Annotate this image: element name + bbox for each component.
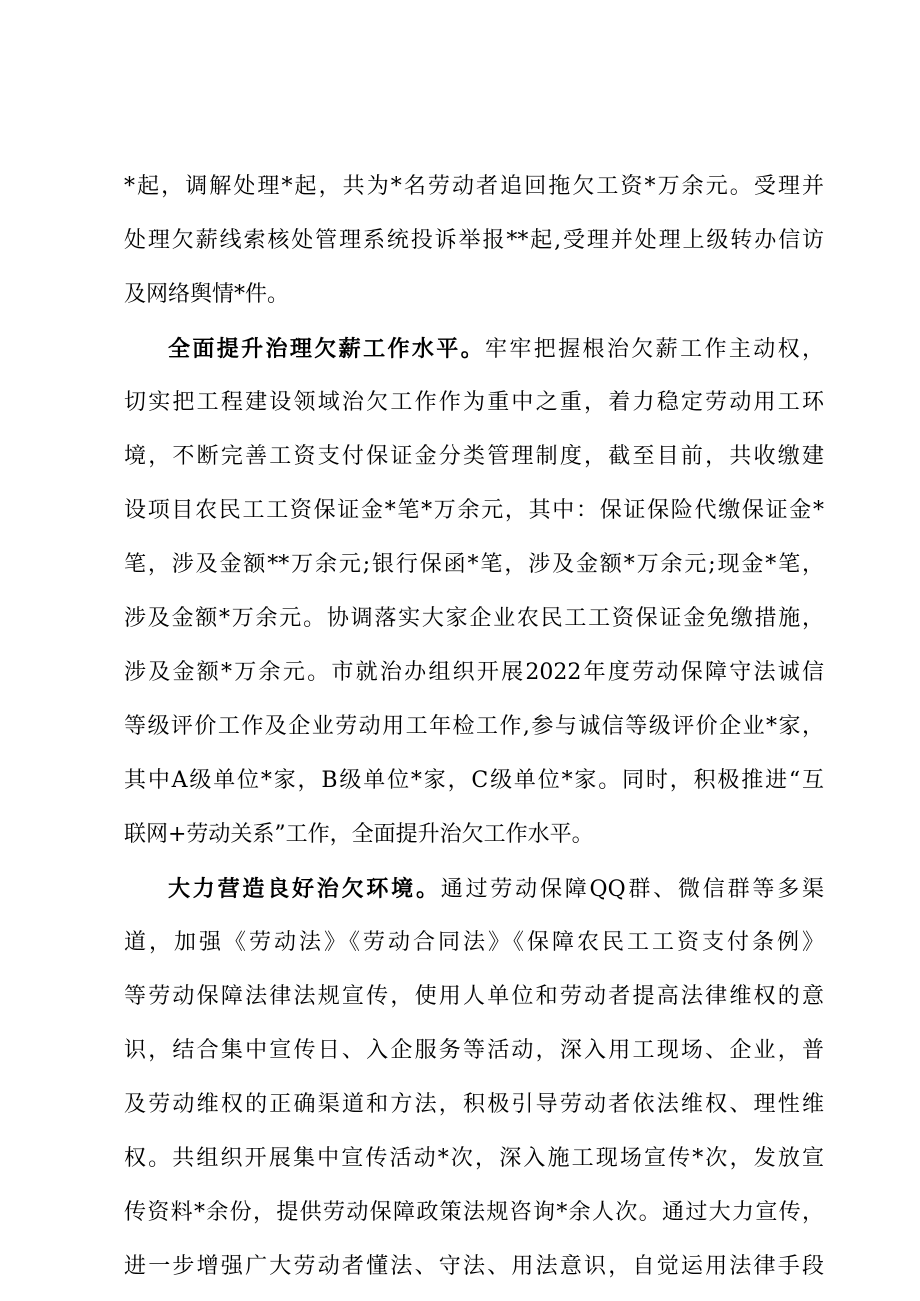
text-line: [124, 322, 824, 376]
text-run: 牢牢把握根治欠薪工作主动权，: [485, 337, 824, 362]
text-line: 传资料*余份，提供劳动保障政策法规咨询*余人次。通过大力宣传，: [124, 1200, 824, 1225]
text-line: 涉及金额*万余元。市就治办组织开展2022年度劳动保障守法诚信: [124, 660, 824, 685]
text-line: 处理欠薪线索核处管理系统投诉举报**起,受理并处理上级转办信访: [124, 228, 824, 253]
text-line: [124, 862, 824, 916]
paragraph-environment: [124, 862, 824, 1294]
text-line: 及劳动维权的正确渠道和方法，积极引导劳动者依法维权、理性维: [124, 1092, 824, 1117]
paragraph-wage-cases: [124, 160, 824, 322]
text-line: 涉及金额*万余元。协调落实大家企业农民工工资保证金免缴措施，: [124, 606, 824, 631]
text-run: 通过劳动保障QQ群、微信群等多渠: [440, 877, 824, 902]
text-line: 联网+劳动关系”工作，全面提升治欠工作水平。: [124, 822, 594, 847]
document-page: [124, 160, 824, 1294]
text-line: 及网络舆情*件。: [124, 282, 290, 307]
text-line: 权。共组织开展集中宣传活动*次，深入施工现场宣传*次，发放宣: [124, 1146, 824, 1171]
text-line: *起，调解处理*起，共为*名劳动者追回拖欠工资*万余元。受理并: [124, 174, 824, 199]
text-line: 设项目农民工工资保证金*笔*万余元，其中：保证保险代缴保证金*: [124, 498, 824, 523]
paragraph-governance-level: [124, 322, 824, 862]
text-line: 境，不断完善工资支付保证金分类管理制度，截至目前，共收缴建: [124, 444, 824, 469]
text-line: 其中A级单位*家，B级单位*家，C级单位*家。同时，积极推进“互: [124, 768, 824, 793]
text-line: 识，结合集中宣传日、入企服务等活动，深入用工现场、企业，普: [124, 1038, 824, 1063]
text-line: 等级评价工作及企业劳动用工年检工作,参与诚信等级评价企业*家，: [124, 714, 824, 739]
text-line: 进一步增强广大劳动者懂法、守法、用法意识，自觉运用法律手段: [124, 1254, 824, 1279]
paragraph-heading: 大力营造良好治欠环境。: [168, 876, 441, 902]
text-line: 笔，涉及金额**万余元;银行保函*笔，涉及金额*万余元;现金*笔，: [124, 552, 824, 577]
text-line: 切实把工程建设领域治欠工作作为重中之重，着力稳定劳动用工环: [124, 390, 824, 415]
paragraph-heading: 全面提升治理欠薪工作水平。: [168, 336, 485, 362]
text-line: 道，加强《劳动法》《劳动合同法》《保障农民工工资支付条例》: [124, 930, 824, 955]
text-line: 等劳动保障法律法规宣传，使用人单位和劳动者提高法律维权的意: [124, 984, 824, 1009]
